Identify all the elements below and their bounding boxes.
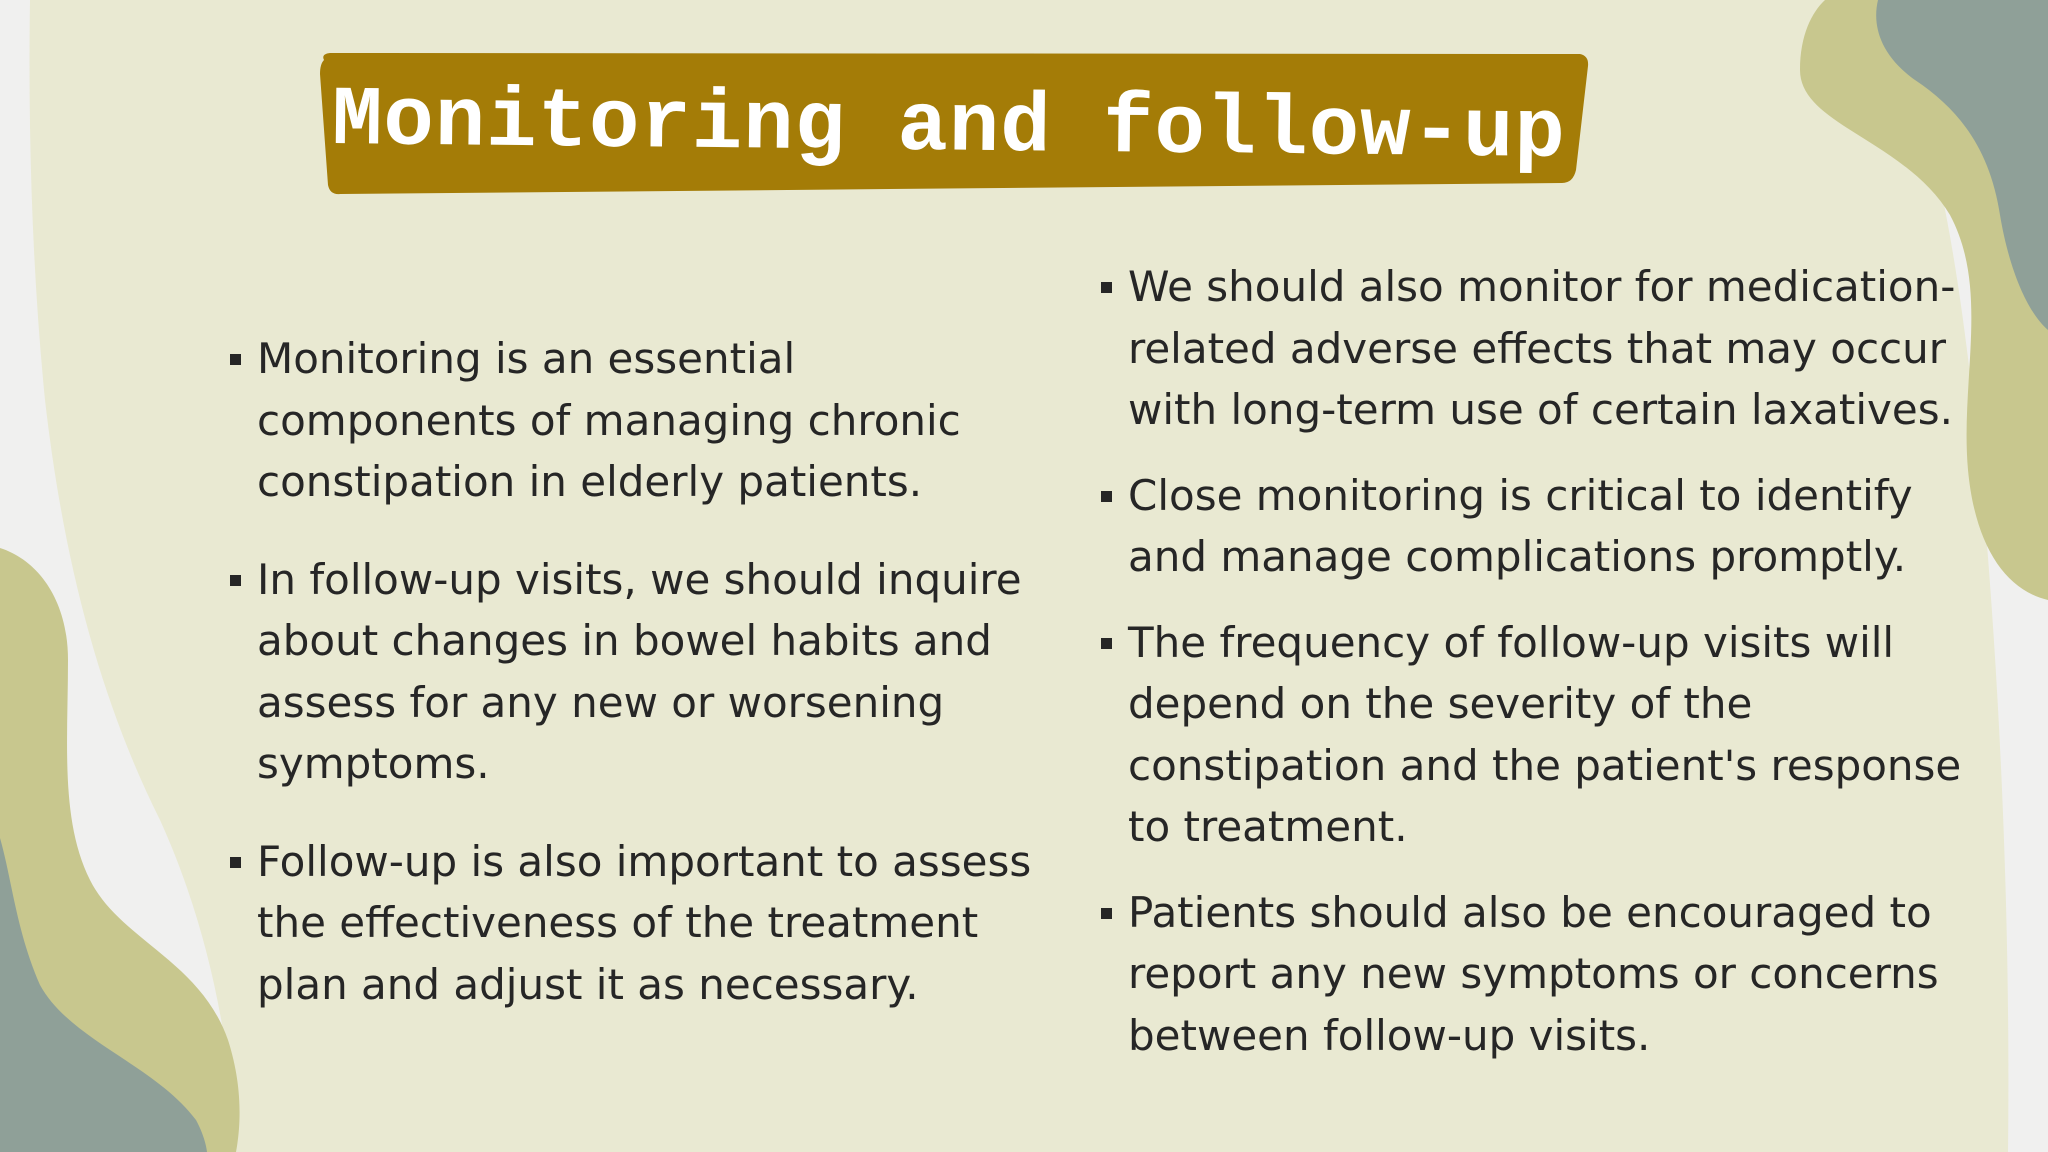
bullet-text: In follow-up visits, we should inquire about changes in bowel habits and assess for any new or worsening symptoms. <box>257 554 1022 788</box>
bullet-text: Follow-up is also important to assess the effectiveness of the treatment plan and adjust it as necessary. <box>257 836 1032 1009</box>
bullet-text: Patients should also be encouraged to report any new symptoms or concerns between follow-up visits. <box>1128 887 1939 1060</box>
square-bullet-icon <box>230 857 241 868</box>
square-bullet-icon <box>1101 491 1112 502</box>
title-banner <box>318 50 1590 196</box>
right-bullet-list <box>1101 256 2001 1090</box>
bullet-item <box>1101 465 2001 588</box>
bullet-text: We should also monitor for medication-related adverse effects that may occur with long-term use of certain laxatives. <box>1128 262 1956 434</box>
bullet-item <box>230 549 1060 795</box>
bullet-text: Close monitoring is critical to identify and manage complications promptly. <box>1128 470 1913 581</box>
square-bullet-icon <box>230 575 241 586</box>
bullet-item <box>1101 882 2001 1067</box>
bullet-text: Monitoring is an essential components of managing chronic constipation in elderly patients. <box>257 334 961 506</box>
left-bullet-list <box>230 328 1060 1051</box>
square-bullet-icon <box>1101 908 1112 919</box>
bullet-item <box>1101 612 2001 858</box>
bullet-text: The frequency of follow-up visits will depend on the severity of the constipation and the patient's response to treatment. <box>1128 617 1962 851</box>
bullet-item <box>1101 256 2001 441</box>
square-bullet-icon <box>1101 282 1112 293</box>
slide-title: Monitoring and follow-up <box>331 74 1567 182</box>
bullet-item <box>230 831 1060 1016</box>
square-bullet-icon <box>1101 638 1112 649</box>
square-bullet-icon <box>230 354 241 365</box>
bullet-item <box>230 328 1060 513</box>
